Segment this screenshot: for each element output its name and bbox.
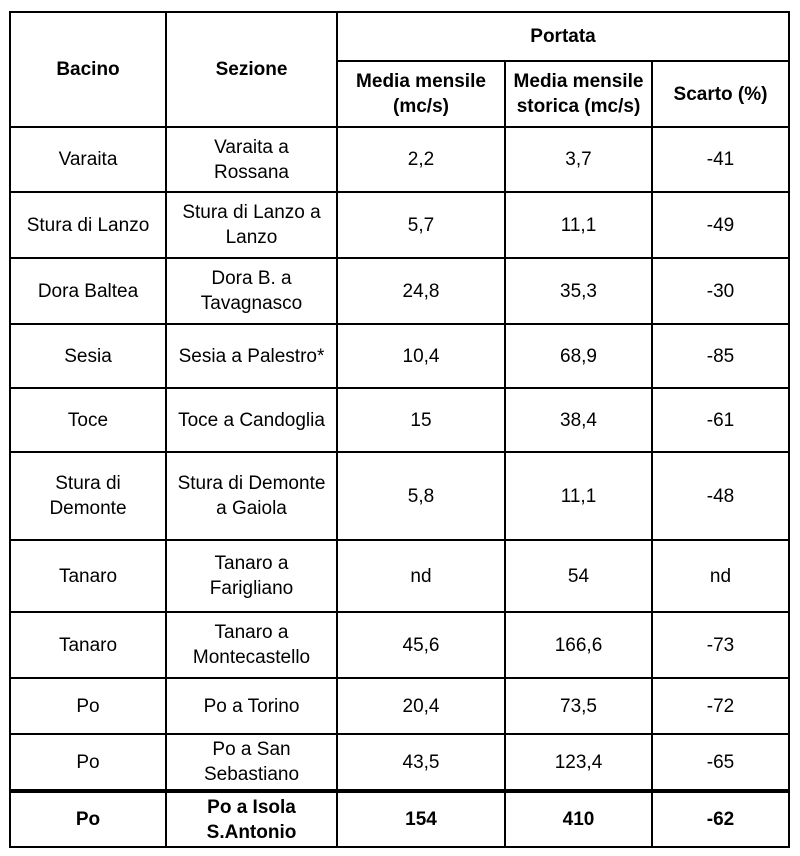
cell-bacino-line: Stura di Lanzo [26, 214, 150, 236]
header-portata: Portata [337, 12, 789, 61]
table-row [10, 791, 789, 847]
cell-bacino-line: Tanaro [58, 634, 118, 656]
cell-scarto: -61 [652, 388, 789, 452]
header-media-storica [505, 61, 652, 127]
header-media-storica-line-1: Media mensile [513, 71, 644, 92]
table-row [10, 388, 789, 452]
header-scarto: Scarto (%) [652, 61, 789, 127]
cell-scarto: -30 [652, 258, 789, 324]
cell-bacino [10, 452, 166, 540]
cell-media-storica: 3,7 [505, 127, 652, 192]
cell-bacino [10, 258, 166, 324]
cell-media-storica: 166,6 [505, 612, 652, 678]
cell-sezione-line: Farigliano [209, 578, 294, 599]
cell-sezione [166, 192, 337, 258]
cell-bacino-line: Po [75, 809, 101, 830]
portata-table [9, 11, 790, 848]
cell-scarto: -72 [652, 678, 789, 734]
cell-media-mensile: 43,5 [337, 734, 505, 791]
cell-media-storica: 38,4 [505, 388, 652, 452]
cell-sezione-line: Toce a Candoglia [178, 409, 325, 431]
cell-scarto: -73 [652, 612, 789, 678]
cell-sezione [166, 678, 337, 734]
cell-media-storica: 68,9 [505, 324, 652, 388]
cell-media-mensile: 5,7 [337, 192, 505, 258]
cell-scarto: -85 [652, 324, 789, 388]
cell-bacino-line: Sesia [64, 345, 112, 367]
cell-sezione [166, 258, 337, 324]
cell-media-storica: 11,1 [505, 452, 652, 540]
cell-sezione-line: Lanzo [225, 227, 278, 248]
header-media-storica-line-2: storica (mc/s) [516, 96, 641, 117]
cell-media-mensile: 2,2 [337, 127, 505, 192]
cell-media-mensile: 45,6 [337, 612, 505, 678]
cell-media-mensile: 20,4 [337, 678, 505, 734]
cell-media-mensile: 24,8 [337, 258, 505, 324]
cell-sezione-line: Po a Isola [207, 796, 296, 818]
cell-bacino [10, 127, 166, 192]
cell-sezione-line: Tanaro a [214, 622, 289, 643]
cell-media-mensile: 15 [337, 388, 505, 452]
cell-media-storica: 11,1 [505, 192, 652, 258]
table-row [10, 324, 789, 388]
table-row [10, 258, 789, 324]
table-header [10, 12, 789, 127]
table-row [10, 612, 789, 678]
cell-media-storica: 73,5 [505, 678, 652, 734]
table-row [10, 678, 789, 734]
cell-sezione [166, 388, 337, 452]
cell-bacino-line: Stura di [55, 473, 121, 494]
cell-sezione [166, 540, 337, 612]
cell-bacino [10, 734, 166, 791]
cell-bacino-line: Po [76, 751, 100, 773]
cell-media-mensile: 154 [337, 791, 505, 847]
cell-sezione [166, 791, 337, 847]
cell-sezione-line: Po a Torino [203, 695, 300, 717]
cell-sezione-line: Rossana [214, 161, 289, 183]
cell-sezione-line: Tavagnasco [200, 293, 303, 314]
cell-bacino [10, 612, 166, 678]
cell-sezione-line: Dora B. a [211, 268, 292, 289]
cell-media-mensile: nd [337, 540, 505, 612]
cell-media-mensile: 10,4 [337, 324, 505, 388]
cell-bacino-line: Tanaro [58, 565, 118, 587]
cell-bacino [10, 678, 166, 734]
header-bacino: Bacino [10, 12, 166, 127]
cell-sezione [166, 612, 337, 678]
cell-sezione-line: Tanaro a [214, 553, 289, 574]
cell-scarto: -41 [652, 127, 789, 192]
cell-sezione-line: Montecastello [192, 647, 311, 668]
cell-scarto: -49 [652, 192, 789, 258]
cell-media-storica: 35,3 [505, 258, 652, 324]
cell-sezione-line: Sebastiano [203, 764, 300, 785]
cell-sezione [166, 127, 337, 192]
table-row [10, 127, 789, 192]
cell-media-storica: 410 [505, 791, 652, 847]
cell-sezione [166, 734, 337, 791]
table-row [10, 540, 789, 612]
cell-scarto: nd [652, 540, 789, 612]
cell-sezione-line: Varaita a [214, 136, 289, 158]
cell-sezione-line: Stura di Lanzo a [182, 202, 321, 223]
cell-bacino-line: Demonte [49, 498, 127, 519]
cell-scarto: -65 [652, 734, 789, 791]
cell-bacino [10, 791, 166, 847]
header-media-mensile [337, 61, 505, 127]
cell-sezione-line: Stura di Demonte [177, 473, 326, 494]
cell-sezione [166, 452, 337, 540]
table-row [10, 192, 789, 258]
table-row [10, 452, 789, 540]
cell-sezione-line: a Gaiola [216, 498, 287, 519]
header-media-mensile-line-2: (mc/s) [393, 96, 449, 117]
header-sezione: Sezione [166, 12, 337, 127]
cell-media-storica: 123,4 [505, 734, 652, 791]
cell-scarto: -48 [652, 452, 789, 540]
cell-media-mensile: 5,8 [337, 452, 505, 540]
cell-bacino-line: Varaita [58, 149, 118, 170]
cell-bacino [10, 192, 166, 258]
table-row [10, 734, 789, 791]
table-body [10, 127, 789, 847]
cell-scarto: -62 [652, 791, 789, 847]
cell-bacino-line: Dora Baltea [37, 280, 139, 302]
cell-bacino-line: Po [76, 695, 100, 717]
cell-sezione-line: S.Antonio [206, 821, 297, 843]
cell-media-storica: 54 [505, 540, 652, 612]
cell-bacino [10, 388, 166, 452]
cell-bacino [10, 540, 166, 612]
cell-bacino [10, 324, 166, 388]
cell-sezione [166, 324, 337, 388]
cell-bacino-line: Toce [67, 409, 109, 431]
cell-sezione-line: Po a San [212, 739, 291, 760]
cell-sezione-line: Sesia a Palestro* [178, 345, 325, 367]
header-media-mensile-line-1: Media mensile [356, 71, 486, 92]
